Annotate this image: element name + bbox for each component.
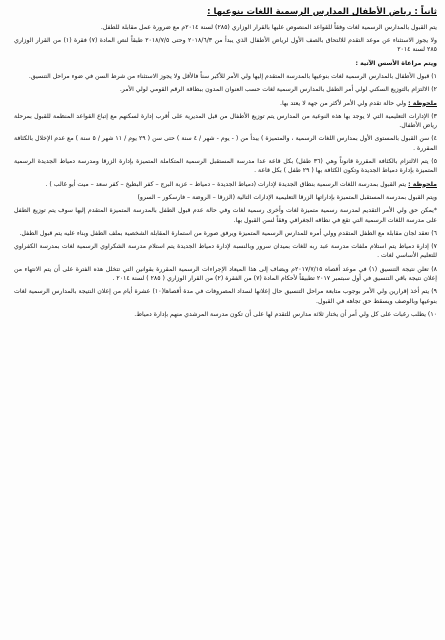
note-text: يتم القبول بمدرسة اللغات الرسمية بنطاق الجديدة لإدارات (دمياط الجديدة – دمياط – عزبة البرج – كفر البطيخ – كفر سعد – ميت أبو غالب ) . [45, 180, 407, 188]
exception-paragraph: ولا يجوز الاستثناء عن موعد التقدم للالتحاق بالصف الأول لرياض الأطفال الذي يبدأ من ٢٠١٨/٦/٣ وحتى ٢٠١٨/٧/٥ طبقاً لنص المادة (٧) فقرة (١) من القرار الوزاري ٢٨٥ لسنة ٢٠١٤ [14, 37, 437, 54]
rule-item-9: ٩) يتم أخذ إقرارين ولي الأمر بوجوب متابعة مراحل التنسيق حال إعلانها لسداد المصروفات في مدة أقصاها(١٠) عشرة أيام من إعلان النتيجة بالمدارس الرسمية لغات بنوعيها وبالوصف ويسقط حق تجاهه في القبول. [14, 288, 437, 305]
note-label: ملحوظة : [408, 99, 437, 107]
rule-item-2: ٢) الالتزام بالتوزيع السكني لولي أمر الطفل بالمدارس الرسمية لغات حسب العنوان المدون ببطاقة الرقم القومي لولي الأمر. [119, 86, 437, 94]
star-note: *يمكن حق ولي الأمر التقديم لمدرسة رسمية متميزة لغات وأخرى رسمية لغات وفي حالة عدم قبول الطفل بالمدرسة المتميزة المتقدم إليها سوف يتم توزيع الطفل على مدرسة اللغات الرسمية التي تقع في نطاقه الجغرافي وفقاً لسن القبول بها. [14, 207, 437, 224]
rule-item-8: ٨) تعلن نتيجة التنسيق (١) في موعد أقصاه ٢٠١٧/٧/١٥م ويضاف إلى هذا الميعاد الإجراءات الرسمية المقررة بقوانين التي تتخلل هذه الفترة على أن يتم الانتهاء من إعلان نتيجة باقي التنسيق في أول سبتمبر ٢٠١٧ تطبيقاً لأحكام المادة (٧) من الفقرة (٢) من القرار الوزاري ( ٢٨٥ ) لسنة ٢٠١٤ . [14, 265, 437, 282]
note-label: ملحوظة : [408, 180, 437, 188]
section-title: ثانياً : رياض الأطفال المدارس الرسمية اللغات بنوعيها : [207, 7, 437, 17]
rule-item-5: ٥) يتم الالتزام بالكثافة المقررة قانوناً وهي (٣٦ طفل) بكل قاعة عدا مدرسة المستقبل الرسمية المتكاملة المتميزة بإدارة الزرقا ومدرسة دمياط الجديدة الرسمية المتميزة بإدارة دمياط الجديدة وتكون الكثافة بها ( ٢٩ طفل ) بكل قاعة . [14, 158, 438, 175]
rule-item-3: ٣) الإدارات التعليمية التي لا يوجد بها هذه النوعية من المدارس يتم توزيع الأطفال من قبل المديرية على أقرب إدارة لسكنهم مع إتباع القواعد المنظمة للقبول بمرحلة رياض الأطفال. [14, 112, 437, 130]
rule-item-4: ٤) سن القبول بالمستوى الأول بمدارس اللغات الرسمية ، والمتميزة ) يبدأ من ( - يوم - شهر / ٤ سنة ) حتى سن ( ٢٩ يوم / ١١ شهر / ٥ سنة ) مع عدم الإخلال بالكثافة المقررة . [14, 135, 437, 152]
rules-heading: ويتم مراعاة الأسس الآتية : [355, 59, 437, 67]
rule-item-5-note [14, 180, 437, 189]
note-text: ولي حالة تقدم ولي الأمر لأكثر من جهة لا يعتد بها. [280, 99, 407, 107]
rule-item-1: ١) قبول الأطفال بالمدارس الرسمية لغات بنوعيها بالمدرسة المتقدم إليها ولي الأمر للأكبر سناً فالأقل ولا يجوز الاستثناء من شرط السن في ضوء مراحل التنسيق. [28, 72, 437, 80]
rule-item-6: ٦) تعقد لجان مقابلة مع الطفل المتقدم وولي أمره للمدارس الرسمية المتميزة ويرفق صورة من استمارة المقابلة الشخصية بملف الطفل وبناء عليه يتم قبول الطفل. [19, 229, 437, 237]
rule-item-5-extra: ويتم القبول بمدرسة المستقبل المتميزة بإداراتها الزرقا التعليمية الإدارات التالية (الزرقا – الروضة – فارسكور – السرو) [137, 193, 437, 201]
rule-item-10: ١٠) يطلب رغبات على كل ولي أمر أن يختار ثلاثة مدارس للتقدم لها على أن تكون مدرسة المرشدي منهم بإدارة دمياط. [134, 310, 437, 318]
document-body [14, 6, 437, 636]
rule-item-2-note [14, 99, 437, 108]
intro-paragraph: يتم القبول بالمدارس الرسمية لغات وفقاً للقواعد المنصوص عليها بالقرار الوزاري (٢٨٥) لسنة ٢٠١٤م مع ضرورة عمل مقابلة للطفل. [100, 23, 437, 31]
rule-item-7: ٧) إدارة دمياط يتم استلام ملفات مدرسة عبد ربه للغات بميدان سرور وبالنسبة لإدارة دمياط الجديدة يتم استلام مدرسة الشكراوي الرسمية لغات بمدرسة الكفراوي للتعليم الأساسي لغات . [14, 243, 437, 260]
